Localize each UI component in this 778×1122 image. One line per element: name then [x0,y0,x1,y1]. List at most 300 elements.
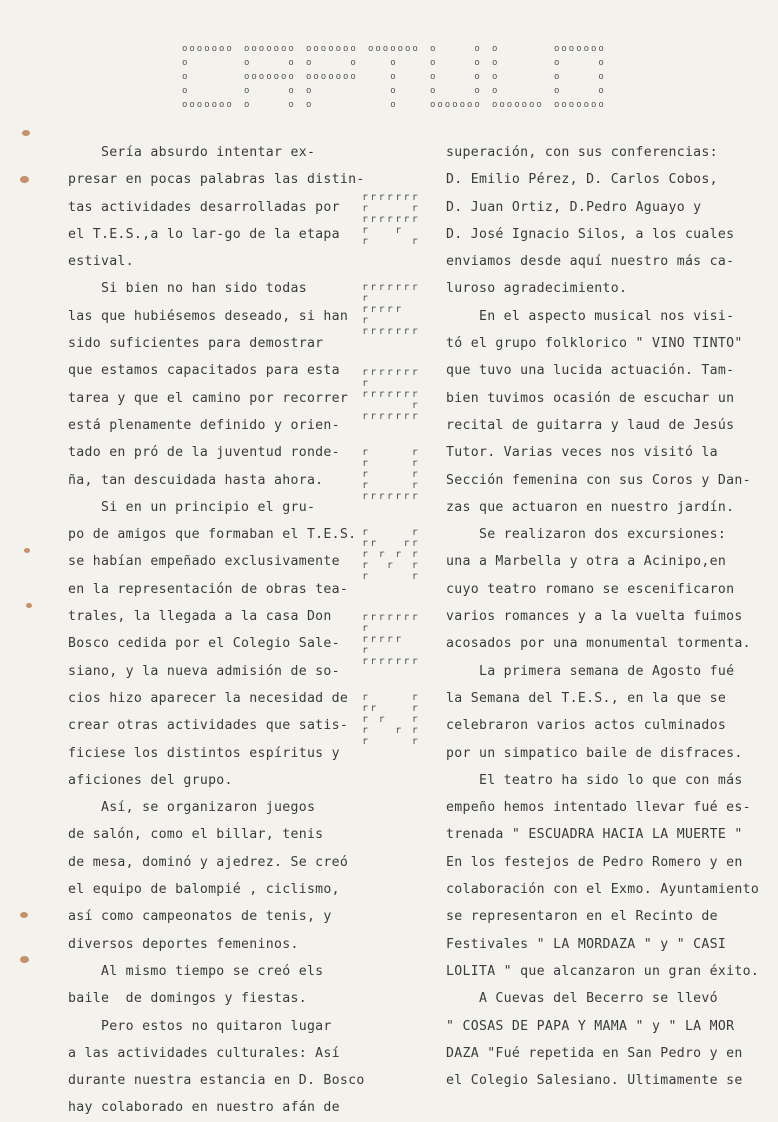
svg-text:o: o [499,100,505,110]
text-line: El teatro ha sido lo que con más [446,772,743,788]
svg-text:o: o [244,86,250,96]
text-line: tarea y que el camino por recorrer [68,390,349,406]
svg-text:r: r [362,203,369,214]
svg-text:r: r [362,192,369,203]
svg-text:r: r [378,389,385,400]
text-line: se habían empeñado exclusivamente [68,554,340,570]
svg-text:o: o [576,100,582,110]
text-line: D. Emilio Pérez, D. Carlos Cobos, [446,172,718,188]
heading-letter [492,44,542,110]
svg-text:o: o [211,44,218,54]
svg-text:r: r [411,214,418,225]
svg-text:r: r [386,326,393,337]
svg-text:r: r [411,447,418,458]
text-line: la Semana del T.E.S., en la que se [446,690,727,706]
svg-text:r: r [362,304,369,315]
svg-text:o: o [467,100,473,110]
svg-text:o: o [598,72,604,82]
heading-letter [244,44,294,110]
left-text-column [68,139,365,1122]
text-line: acosados por una monumental tormenta. [446,636,751,652]
svg-text:o: o [506,100,513,110]
svg-text:r: r [378,612,385,623]
text-line: el T.E.S.,a lo lar-go de la etapa [68,226,340,242]
svg-text:o: o [251,72,257,82]
svg-text:r: r [362,527,369,538]
svg-text:o: o [474,44,480,54]
svg-text:o: o [343,44,349,54]
svg-text:o: o [390,58,396,68]
svg-text:r: r [403,612,410,623]
svg-text:o: o [244,58,250,68]
svg-text:o: o [244,44,250,54]
text-line: " COSAS DE PAPA Y MAMA " y " LA MOR [446,1018,735,1034]
svg-text:r: r [411,326,418,337]
svg-text:r: r [362,491,369,502]
svg-text:r: r [370,634,377,645]
svg-text:r: r [378,282,385,293]
svg-text:o: o [529,100,535,110]
svg-text:o: o [211,100,218,110]
svg-text:o: o [182,72,188,82]
svg-text:o: o [554,86,560,96]
svg-text:o: o [306,44,312,54]
text-line: zas que actuaron en nuestro jardín. [446,499,735,515]
svg-text:r: r [411,571,418,582]
text-line: ficiese los distintos espíritus y [68,745,340,761]
svg-text:o: o [437,100,443,110]
text-line: recital de guitarra y laud de Jesús [446,417,735,433]
svg-text:r: r [370,612,377,623]
svg-text:r: r [395,491,402,502]
svg-text:o: o [266,44,272,54]
svg-text:r: r [362,656,369,667]
svg-text:o: o [554,58,560,68]
svg-text:o: o [258,44,265,54]
svg-text:r: r [386,656,393,667]
svg-text:r: r [403,538,410,549]
svg-text:o: o [598,100,604,110]
svg-text:o: o [474,72,480,82]
svg-text:o: o [328,72,334,82]
text-line: baile de domingos y fiestas. [68,991,307,1007]
svg-text:r: r [362,623,369,634]
svg-text:o: o [226,44,232,54]
text-line: Sección femenina con sus Coros y Dan- [446,472,751,488]
vertical-letter [362,527,418,582]
svg-text:o: o [583,44,590,54]
svg-text:r: r [403,214,410,225]
svg-text:o: o [444,100,451,110]
svg-text:r: r [362,725,369,736]
svg-text:o: o [182,86,188,96]
svg-text:r: r [386,612,393,623]
heading-letter [182,44,232,110]
svg-text:o: o [492,44,498,54]
svg-text:r: r [362,225,369,236]
svg-text:r: r [386,634,393,645]
svg-text:r: r [362,549,369,560]
text-line: estival. [68,254,134,270]
svg-text:o: o [554,72,560,82]
text-line: de salón, como el billar, tenis [68,827,324,843]
text-line: Si en un principio el gru- [68,499,316,515]
svg-text:r: r [362,612,369,623]
svg-text:o: o [576,44,582,54]
svg-text:o: o [226,100,232,110]
right-text-column [446,139,766,1094]
text-line: Al mismo tiempo se creó els [68,963,324,979]
svg-text:r: r [362,447,369,458]
text-line: colaboración con el Exmo. Ayuntamiento [446,882,760,898]
svg-text:o: o [189,44,195,54]
svg-text:o: o [492,72,498,82]
text-line: Sería absurdo intentar ex- [68,145,316,160]
svg-text:o: o [288,44,294,54]
svg-text:o: o [273,44,280,54]
svg-text:o: o [313,44,319,54]
text-line: presar en pocas palabras las distin- [68,172,365,188]
text-line: Tutor. Varias veces nos visitó la [446,445,718,461]
svg-text:r: r [411,736,418,747]
svg-text:o: o [598,58,604,68]
svg-text:o: o [273,72,280,82]
svg-text:o: o [306,86,312,96]
svg-text:o: o [514,100,520,110]
svg-text:r: r [362,315,369,326]
svg-text:r: r [395,389,402,400]
text-line: el equipo de balompié , ciclismo, [68,882,340,898]
svg-text:r: r [386,282,393,293]
svg-text:r: r [411,656,418,667]
text-line: sido suficientes para demostrar [68,336,324,352]
svg-text:r: r [395,225,402,236]
svg-text:o: o [430,44,436,54]
svg-text:o: o [306,100,312,110]
svg-text:o: o [266,72,272,82]
svg-text:r: r [411,538,418,549]
svg-text:o: o [521,100,528,110]
heading-letter [554,44,604,110]
svg-text:r: r [362,703,369,714]
svg-text:o: o [561,44,567,54]
vertical-letter [362,447,418,502]
svg-text:o: o [536,100,542,110]
svg-text:r: r [386,367,393,378]
rust-stain [22,130,30,136]
svg-text:o: o [492,86,498,96]
svg-text:r: r [395,612,402,623]
svg-text:r: r [378,549,385,560]
svg-text:r: r [378,304,385,315]
rust-stain [20,956,29,963]
svg-text:r: r [411,389,418,400]
text-line: a las actividades culturales: Así [68,1045,340,1061]
svg-text:o: o [430,86,436,96]
svg-text:r: r [411,192,418,203]
svg-text:o: o [390,44,396,54]
svg-text:r: r [386,411,393,422]
text-line: D. Juan Ortiz, D.Pedro Aguayo y [446,199,702,215]
text-line: así como campeonatos de tenis, y [68,909,332,925]
svg-text:o: o [430,72,436,82]
svg-text:r: r [370,538,377,549]
text-line: Así, se organizaron juegos [68,800,316,816]
svg-text:r: r [403,192,410,203]
text-line: hay colaborado en nuestro afán de [68,1100,340,1116]
svg-text:r: r [378,411,385,422]
svg-text:r: r [411,527,418,538]
svg-text:r: r [362,326,369,337]
svg-text:o: o [196,44,203,54]
svg-text:r: r [370,192,377,203]
svg-text:r: r [362,645,369,656]
svg-text:o: o [244,72,250,82]
svg-text:o: o [397,44,404,54]
svg-text:r: r [362,692,369,703]
svg-text:o: o [568,100,575,110]
svg-text:o: o [320,72,327,82]
heading-letter [368,44,418,110]
svg-text:r: r [386,192,393,203]
text-line: bien tuvimos ocasión de escuchar un [446,390,735,406]
svg-text:o: o [474,100,480,110]
vertical-typed-art [362,190,432,1100]
text-line: superación, con sus conferencias: [446,145,718,160]
svg-text:r: r [370,703,377,714]
svg-text:r: r [370,491,377,502]
svg-text:r: r [362,389,369,400]
svg-text:o: o [219,100,225,110]
svg-text:r: r [395,725,402,736]
svg-text:r: r [378,634,385,645]
svg-text:r: r [411,282,418,293]
svg-text:o: o [244,100,250,110]
svg-text:o: o [591,44,597,54]
svg-text:r: r [362,538,369,549]
svg-text:r: r [403,411,410,422]
svg-text:o: o [350,44,356,54]
svg-text:r: r [362,367,369,378]
svg-text:r: r [362,469,369,480]
svg-text:r: r [411,692,418,703]
text-line: Festivales " LA MORDAZA " y " CASI [446,936,727,952]
svg-text:r: r [362,293,369,304]
svg-text:r: r [411,612,418,623]
svg-text:r: r [362,282,369,293]
text-line: se representaron en el Recinto de [446,909,718,925]
svg-text:o: o [405,44,411,54]
svg-text:o: o [598,44,604,54]
svg-text:r: r [378,491,385,502]
svg-text:r: r [403,491,410,502]
svg-text:r: r [403,367,410,378]
text-line: Pero estos no quitaron lugar [68,1018,332,1034]
text-line: En el aspecto musical nos visi- [446,308,735,324]
svg-text:r: r [378,714,385,725]
svg-text:o: o [219,44,225,54]
text-line: de mesa, dominó y ajedrez. Se creó [68,854,349,870]
svg-text:r: r [395,192,402,203]
svg-text:o: o [251,44,257,54]
svg-text:r: r [411,703,418,714]
text-line: una a Marbella y otra a Acinipo,en [446,554,727,570]
svg-text:o: o [204,44,210,54]
svg-text:r: r [378,214,385,225]
svg-text:r: r [370,389,377,400]
svg-text:r: r [362,378,369,389]
heading-letter [306,44,356,110]
svg-text:r: r [362,560,369,571]
svg-text:r: r [411,725,418,736]
svg-text:o: o [189,100,195,110]
text-line: cuyo teatro romano se escenificaron [446,581,735,597]
rust-stain [20,176,29,183]
svg-text:r: r [395,282,402,293]
svg-text:o: o [390,86,396,96]
svg-text:o: o [591,100,597,110]
svg-text:r: r [362,214,369,225]
svg-text:o: o [350,72,356,82]
svg-text:o: o [459,100,466,110]
svg-text:o: o [554,100,560,110]
svg-text:r: r [370,326,377,337]
vertical-letter [362,282,418,337]
svg-text:o: o [288,72,294,82]
svg-text:o: o [343,72,349,82]
svg-text:o: o [561,100,567,110]
svg-text:o: o [258,72,265,82]
text-line: A Cuevas del Becerro se llevó [446,991,718,1007]
svg-text:r: r [386,389,393,400]
svg-text:r: r [370,367,377,378]
text-line: Si bien no han sido todas [68,281,307,297]
text-line: empeño hemos intentado llevar fué es- [446,800,751,816]
svg-text:r: r [378,326,385,337]
svg-text:r: r [395,549,402,560]
svg-text:r: r [411,458,418,469]
svg-text:r: r [403,389,410,400]
svg-text:r: r [395,304,402,315]
svg-text:r: r [362,411,369,422]
text-line: aficiones del grupo. [68,772,233,788]
svg-text:o: o [583,100,590,110]
svg-text:r: r [362,714,369,725]
svg-text:r: r [362,736,369,747]
svg-text:r: r [362,480,369,491]
svg-text:r: r [386,214,393,225]
text-line: trales, la llegada a la casa Don [68,609,332,625]
svg-text:r: r [411,560,418,571]
svg-text:o: o [350,58,356,68]
text-line: siano, y la nueva admisión de so- [68,663,340,679]
svg-text:r: r [411,367,418,378]
svg-text:o: o [492,100,498,110]
text-line: diversos deportes femeninos. [68,936,299,952]
svg-text:o: o [368,44,374,54]
svg-text:o: o [390,72,396,82]
text-line: tó el grupo folklorico " VINO TINTO" [446,336,743,352]
heading-typed-art [182,42,614,112]
svg-text:o: o [452,100,458,110]
svg-text:r: r [411,400,418,411]
svg-text:r: r [403,282,410,293]
vertical-letter [362,192,418,247]
text-line: trenada " ESCUADRA HACIA LA MUERTE " [446,827,743,843]
svg-text:r: r [370,656,377,667]
rust-stain [26,603,32,608]
text-line: está plenamente definido y orien- [68,417,340,433]
svg-text:r: r [411,480,418,491]
svg-text:r: r [386,491,393,502]
svg-text:o: o [474,86,480,96]
svg-text:r: r [370,411,377,422]
text-line: Se realizaron dos excursiones: [446,527,727,543]
svg-text:o: o [390,100,396,110]
svg-text:r: r [411,236,418,247]
svg-text:o: o [281,44,287,54]
svg-text:o: o [182,100,188,110]
svg-text:r: r [403,326,410,337]
svg-text:o: o [196,100,203,110]
text-line: luroso agradecimiento. [446,281,628,297]
svg-text:o: o [288,58,294,68]
svg-text:o: o [313,72,319,82]
heading-letter [430,44,480,110]
svg-text:o: o [382,44,389,54]
svg-text:r: r [411,714,418,725]
svg-text:o: o [281,72,287,82]
svg-text:r: r [395,367,402,378]
svg-text:o: o [335,72,342,82]
svg-text:o: o [598,86,604,96]
svg-text:r: r [411,491,418,502]
svg-text:o: o [288,100,294,110]
vertical-letter [362,692,418,747]
text-line: D. José Ignacio Silos, a los cuales [446,226,735,242]
rust-stain [24,548,30,553]
text-line: enviamos desde aquí nuestro más ca- [446,254,735,270]
svg-text:o: o [182,58,188,68]
text-line: tado en pró de la juventud ronde- [68,445,340,461]
svg-text:r: r [411,549,418,560]
text-line: el Colegio Salesiano. Ultimamente se [446,1073,743,1089]
text-line: DAZA "Fué repetida en San Pedro y en [446,1045,743,1061]
svg-text:o: o [306,58,312,68]
svg-text:o: o [288,86,294,96]
svg-text:r: r [411,203,418,214]
svg-text:r: r [370,282,377,293]
svg-text:o: o [204,100,210,110]
svg-text:o: o [306,72,312,82]
text-line: por un simpatico baile de disfraces. [446,745,743,761]
vertical-letter [362,367,418,422]
svg-text:r: r [370,214,377,225]
svg-text:r: r [362,236,369,247]
text-line: que tuvo una lucida actuación. Tam- [446,363,735,379]
svg-text:r: r [378,656,385,667]
text-line: crear otras actividades que satis- [68,718,349,734]
svg-text:r: r [378,367,385,378]
svg-text:r: r [386,560,393,571]
svg-text:r: r [411,411,418,422]
svg-text:r: r [386,304,393,315]
svg-text:o: o [182,44,188,54]
svg-text:r: r [370,304,377,315]
svg-text:o: o [335,44,342,54]
vertical-letter [362,612,418,667]
svg-text:r: r [378,192,385,203]
